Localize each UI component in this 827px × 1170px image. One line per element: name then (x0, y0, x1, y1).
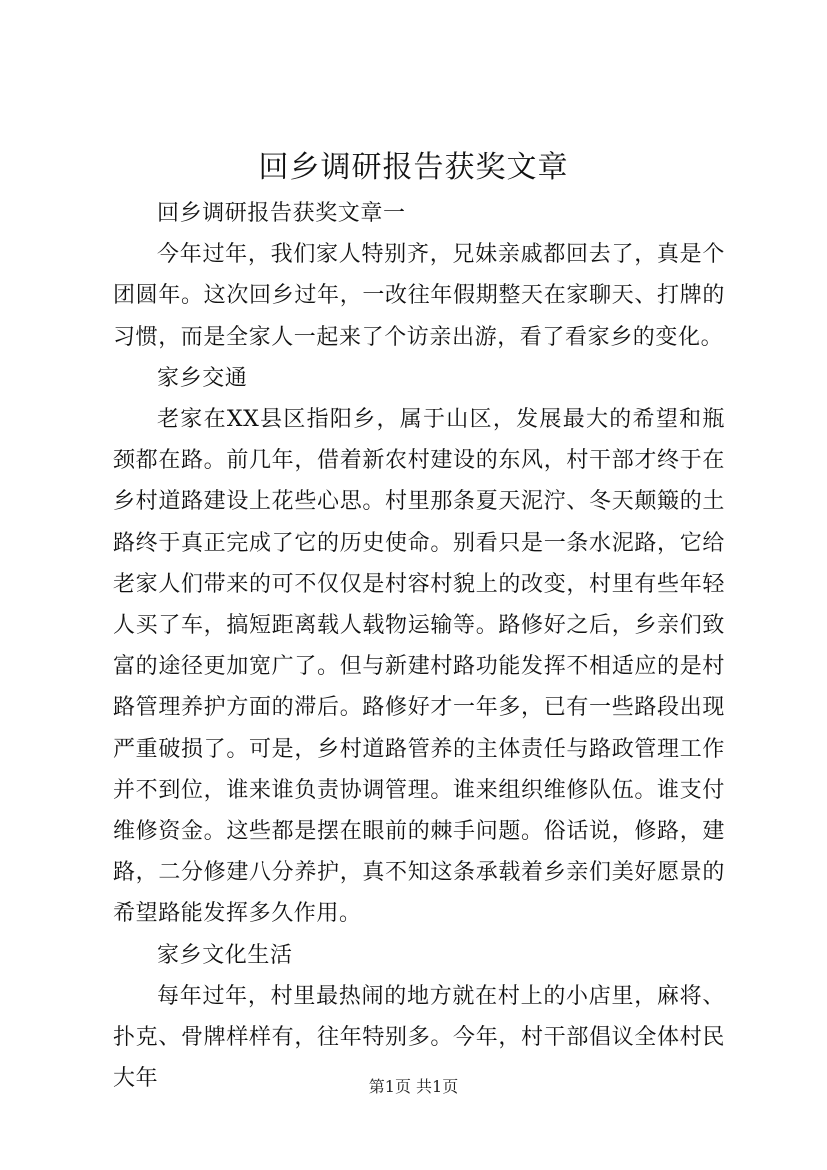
page-footer (0, 1076, 827, 1098)
page-number-label: 第1页 共1页 (368, 1077, 459, 1096)
paragraph-transport: 老家在XX县区指阳乡，属于山区，发展最大的希望和瓶颈都在路。前几年，借着新农村建设的东风，村干部才终于在乡村道路建设上花些心思。村里那条夏天泥泞、冬天颠簸的土路终于真正完成了它的历史使命。别看只是一条水泥路，它给老家人们带来的可不仅仅是村容村貌上的改变，村里有些年轻人买了车，搞短距离载人载物运输等。路修好之后，乡亲们致富的途径更加宽广了。但与新建村路功能发挥不相适应的是村路管理养护方面的滞后。路修好才一年多，已有一些路段出现严重破损了。可是，乡村道路管养的主体责任与路政管理工作并不到位，谁来谁负责协调管理。谁来组织维修队伍。谁支付维修资金。这些都是摆在眼前的棘手问题。俗话说，修路，建路，二分修建八分养护，真不知这条承载着乡亲们美好愿景的希望路能发挥多久作用。 (113, 407, 725, 927)
document-body (113, 193, 725, 1099)
paragraph-culture: 每年过年，村里最热闹的地方就在村上的小店里，麻将、扑克、骨牌样样有，往年特别多。今年，村干部倡议全体村民大年 (113, 983, 725, 1092)
document-title: 回乡调研报告获奖文章 (258, 150, 569, 185)
section-heading: 回乡调研报告获奖文章一 (157, 201, 406, 226)
section-heading-transport: 家乡交通 (157, 365, 248, 391)
paragraph: 今年过年，我们家人特别齐，兄妹亲戚都回去了，真是个团圆年。这次回乡过年，一改往年假期整天在家聊天、打牌的习惯，而是全家人一起来了个访亲出游，看了看家乡的变化。 (113, 242, 725, 350)
section-heading-culture: 家乡文化生活 (157, 942, 293, 968)
